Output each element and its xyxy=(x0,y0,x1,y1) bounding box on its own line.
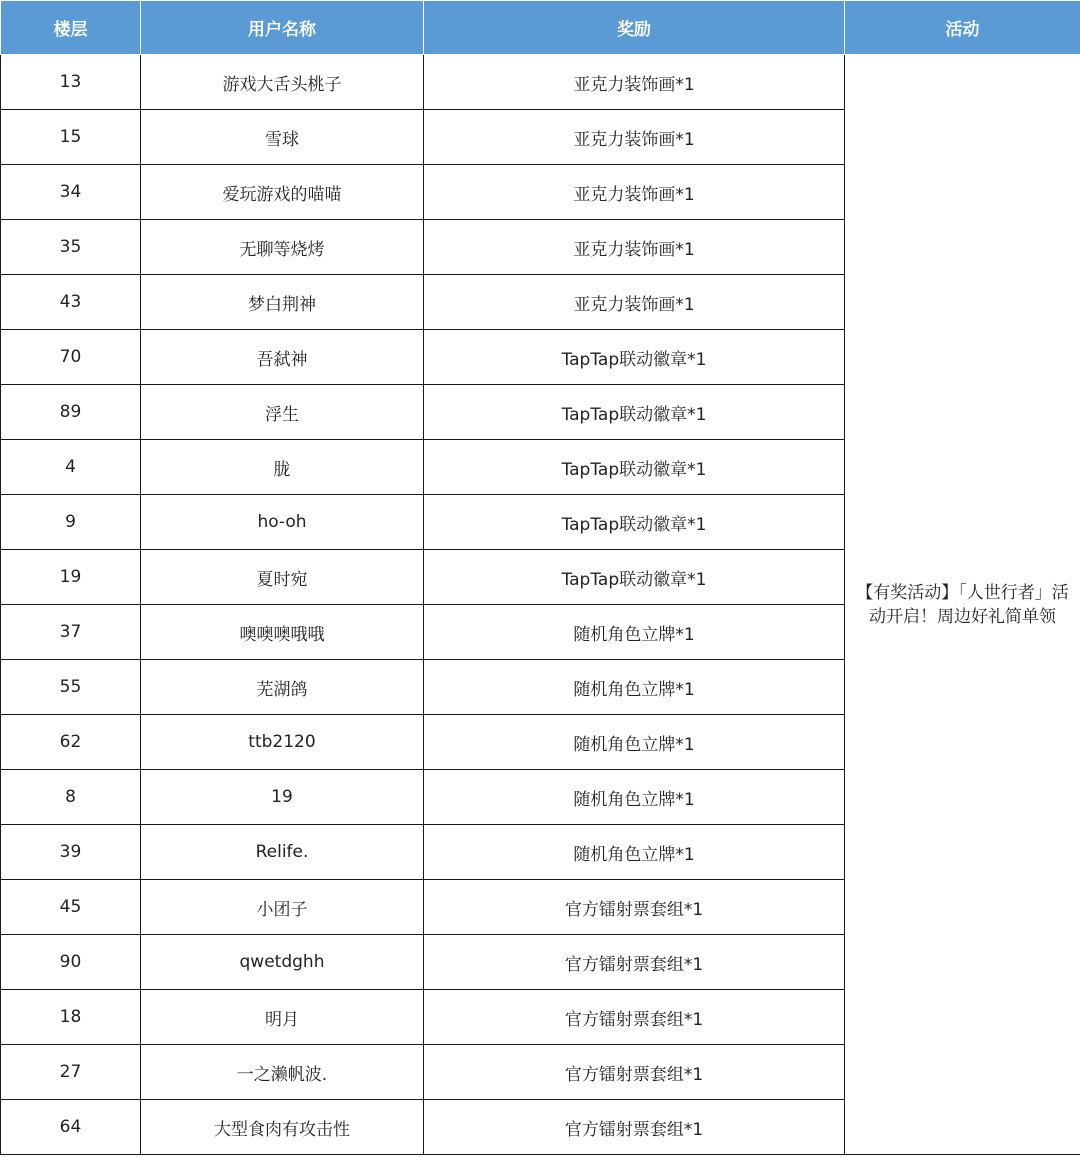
reward-cell: 随机角色立牌*1 xyxy=(424,660,845,715)
floor-cell: 90 xyxy=(1,935,141,990)
reward-cell: 随机角色立牌*1 xyxy=(424,825,845,880)
username-cell: 浮生 xyxy=(141,385,424,440)
username-cell: 无聊等烧烤 xyxy=(141,220,424,275)
username-cell: 胧 xyxy=(141,440,424,495)
floor-cell: 64 xyxy=(1,1100,141,1155)
floor-cell: 35 xyxy=(1,220,141,275)
reward-cell: TapTap联动徽章*1 xyxy=(424,385,845,440)
reward-cell: 亚克力装饰画*1 xyxy=(424,275,845,330)
reward-cell: 官方镭射票套组*1 xyxy=(424,935,845,990)
header-row xyxy=(1,1,1080,55)
username-cell: 吾弑神 xyxy=(141,330,424,385)
username-cell: 19 xyxy=(141,770,424,825)
header-username: 用户名称 xyxy=(141,1,424,55)
floor-cell: 39 xyxy=(1,825,141,880)
header-reward: 奖励 xyxy=(424,1,845,55)
username-cell: 噢噢噢哦哦 xyxy=(141,605,424,660)
reward-cell: 官方镭射票套组*1 xyxy=(424,1100,845,1155)
floor-cell: 19 xyxy=(1,550,141,605)
username-cell: 梦白荆神 xyxy=(141,275,424,330)
reward-cell: 亚克力装饰画*1 xyxy=(424,165,845,220)
floor-cell: 89 xyxy=(1,385,141,440)
floor-cell: 8 xyxy=(1,770,141,825)
floor-cell: 70 xyxy=(1,330,141,385)
reward-cell: 随机角色立牌*1 xyxy=(424,715,845,770)
header-activity: 活动 xyxy=(845,1,1080,55)
floor-cell: 62 xyxy=(1,715,141,770)
username-cell: 明月 xyxy=(141,990,424,1045)
reward-cell: 亚克力装饰画*1 xyxy=(424,220,845,275)
reward-cell: TapTap联动徽章*1 xyxy=(424,550,845,605)
username-cell: 大型食肉有攻击性 xyxy=(141,1100,424,1155)
username-cell: 游戏大舌头桃子 xyxy=(141,55,424,110)
username-cell: qwetdghh xyxy=(141,935,424,990)
reward-cell: 官方镭射票套组*1 xyxy=(424,1045,845,1100)
floor-cell: 18 xyxy=(1,990,141,1045)
reward-cell: TapTap联动徽章*1 xyxy=(424,330,845,385)
floor-cell: 34 xyxy=(1,165,141,220)
floor-cell: 45 xyxy=(1,880,141,935)
reward-cell: 官方镭射票套组*1 xyxy=(424,990,845,1045)
table-body xyxy=(1,55,1080,1155)
username-cell: 芜湖鸽 xyxy=(141,660,424,715)
floor-cell: 27 xyxy=(1,1045,141,1100)
header-floor: 楼层 xyxy=(1,1,141,55)
floor-cell: 43 xyxy=(1,275,141,330)
reward-cell: 亚克力装饰画*1 xyxy=(424,110,845,165)
reward-cell: TapTap联动徽章*1 xyxy=(424,495,845,550)
floor-cell: 13 xyxy=(1,55,141,110)
username-cell: Relife. xyxy=(141,825,424,880)
reward-cell: 随机角色立牌*1 xyxy=(424,605,845,660)
username-cell: 雪球 xyxy=(141,110,424,165)
reward-cell: 随机角色立牌*1 xyxy=(424,770,845,825)
floor-cell: 4 xyxy=(1,440,141,495)
reward-cell: 官方镭射票套组*1 xyxy=(424,880,845,935)
reward-cell: 亚克力装饰画*1 xyxy=(424,55,845,110)
username-cell: ho-oh xyxy=(141,495,424,550)
username-cell: ttb2120 xyxy=(141,715,424,770)
floor-cell: 15 xyxy=(1,110,141,165)
username-cell: 爱玩游戏的喵喵 xyxy=(141,165,424,220)
floor-cell: 9 xyxy=(1,495,141,550)
username-cell: 夏时宛 xyxy=(141,550,424,605)
floor-cell: 55 xyxy=(1,660,141,715)
username-cell: 一之濑帆波. xyxy=(141,1045,424,1100)
username-cell: 小团子 xyxy=(141,880,424,935)
reward-cell: TapTap联动徽章*1 xyxy=(424,440,845,495)
table-row xyxy=(1,55,1080,110)
activity-cell: 【有奖活动】「人世行者」活动开启！周边好礼简单领 xyxy=(845,55,1080,1155)
floor-cell: 37 xyxy=(1,605,141,660)
